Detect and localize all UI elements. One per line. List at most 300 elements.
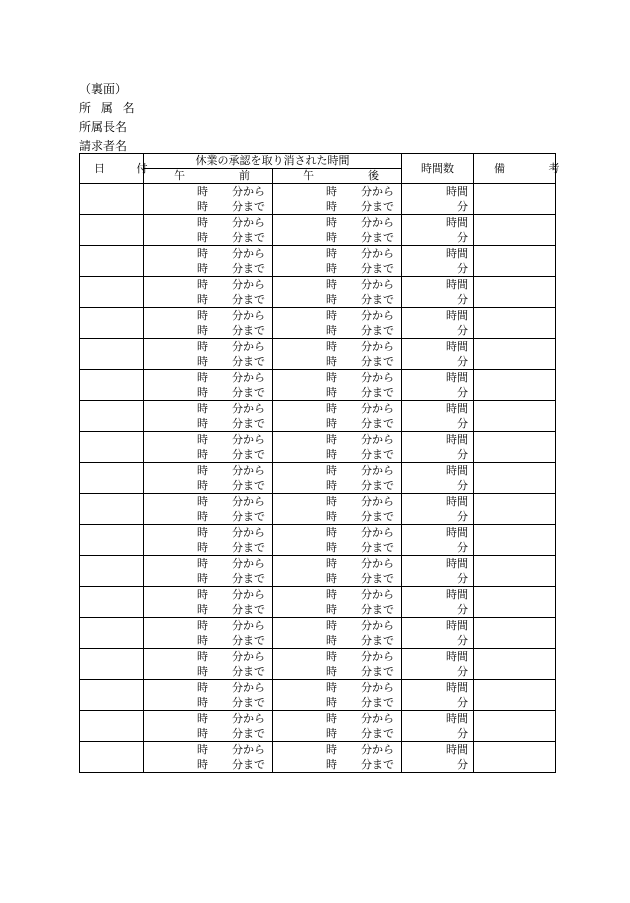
minutes-unit-label: 分	[457, 479, 468, 492]
date-cell[interactable]	[80, 711, 144, 742]
am-time-cell[interactable]	[144, 556, 273, 587]
hour-label: 時	[197, 309, 208, 322]
hour-label: 時	[197, 278, 208, 291]
hour-label: 時	[197, 650, 208, 663]
hour-label: 時	[326, 712, 337, 725]
department-chief-label: 所属長名	[79, 120, 128, 134]
from-label: 分から	[232, 557, 265, 570]
hour-label: 時	[197, 433, 208, 446]
hour-label: 時	[197, 293, 208, 306]
from-label: 分から	[361, 247, 394, 260]
notes-cell[interactable]	[474, 463, 556, 494]
minutes-unit-label: 分	[457, 231, 468, 244]
notes-cell[interactable]	[474, 556, 556, 587]
until-label: 分まで	[361, 634, 394, 647]
until-label: 分まで	[361, 386, 394, 399]
table-row	[80, 649, 556, 680]
hour-label: 時	[326, 386, 337, 399]
hour-label: 時	[326, 324, 337, 337]
from-label: 分から	[232, 650, 265, 663]
hour-label: 時	[197, 588, 208, 601]
pm-time-cell[interactable]	[273, 711, 402, 742]
from-label: 分から	[232, 340, 265, 353]
hour-label: 時	[326, 417, 337, 430]
hour-label: 時	[326, 262, 337, 275]
hour-label: 時	[197, 758, 208, 771]
until-label: 分まで	[361, 355, 394, 368]
until-label: 分まで	[361, 448, 394, 461]
am-time-cell[interactable]	[144, 525, 273, 556]
date-cell[interactable]	[80, 308, 144, 339]
hour-label: 時	[326, 526, 337, 539]
hours-unit-label: 時間	[446, 526, 468, 539]
pm-time-cell[interactable]	[273, 308, 402, 339]
am-time-cell[interactable]	[144, 680, 273, 711]
am-time-cell[interactable]	[144, 184, 273, 215]
until-label: 分まで	[232, 231, 265, 244]
hour-label: 時	[197, 324, 208, 337]
hour-label: 時	[197, 340, 208, 353]
am-time-cell[interactable]	[144, 215, 273, 246]
am-time-cell[interactable]	[144, 618, 273, 649]
until-label: 分まで	[232, 665, 265, 678]
hour-label: 時	[197, 634, 208, 647]
from-label: 分から	[232, 278, 265, 291]
from-label: 分から	[232, 185, 265, 198]
am-time-cell[interactable]	[144, 649, 273, 680]
date-cell[interactable]	[80, 184, 144, 215]
date-cell[interactable]	[80, 556, 144, 587]
until-label: 分まで	[361, 479, 394, 492]
hour-label: 時	[197, 510, 208, 523]
until-label: 分まで	[361, 603, 394, 616]
hour-label: 時	[326, 541, 337, 554]
hours-cell[interactable]	[402, 184, 474, 215]
from-label: 分から	[232, 526, 265, 539]
date-cell[interactable]	[80, 432, 144, 463]
from-label: 分から	[361, 309, 394, 322]
hours-cell[interactable]	[402, 525, 474, 556]
hours-cell[interactable]	[402, 494, 474, 525]
am-time-cell[interactable]	[144, 370, 273, 401]
date-cell[interactable]	[80, 277, 144, 308]
from-label: 分から	[361, 557, 394, 570]
until-label: 分まで	[361, 417, 394, 430]
hour-label: 時	[326, 758, 337, 771]
pm-time-cell[interactable]	[273, 246, 402, 277]
department-label: 所 属 名	[79, 101, 138, 115]
from-label: 分から	[361, 216, 394, 229]
pm-time-cell[interactable]	[273, 494, 402, 525]
hours-cell[interactable]	[402, 587, 474, 618]
am-time-cell[interactable]	[144, 587, 273, 618]
minutes-unit-label: 分	[457, 324, 468, 337]
hours-unit-label: 時間	[446, 216, 468, 229]
from-label: 分から	[361, 495, 394, 508]
hours-cell[interactable]	[402, 246, 474, 277]
hour-label: 時	[326, 200, 337, 213]
until-label: 分まで	[232, 541, 265, 554]
hours-unit-label: 時間	[446, 402, 468, 415]
until-label: 分まで	[232, 293, 265, 306]
hour-label: 時	[326, 696, 337, 709]
hours-cell[interactable]	[402, 401, 474, 432]
hour-label: 時	[197, 417, 208, 430]
hours-unit-label: 時間	[446, 278, 468, 291]
notes-cell[interactable]	[474, 432, 556, 463]
from-label: 分から	[361, 371, 394, 384]
hour-label: 時	[326, 727, 337, 740]
hours-cell[interactable]	[402, 463, 474, 494]
notes-cell[interactable]	[474, 308, 556, 339]
hours-cell[interactable]	[402, 215, 474, 246]
hour-label: 時	[197, 619, 208, 632]
date-cell[interactable]	[80, 680, 144, 711]
hour-label: 時	[197, 696, 208, 709]
hour-label: 時	[197, 262, 208, 275]
hour-label: 時	[326, 231, 337, 244]
minutes-unit-label: 分	[457, 293, 468, 306]
hour-label: 時	[326, 743, 337, 756]
hours-unit-label: 時間	[446, 650, 468, 663]
hours-cell[interactable]	[402, 339, 474, 370]
pm-time-cell[interactable]	[273, 215, 402, 246]
hours-unit-label: 時間	[446, 247, 468, 260]
table-row	[80, 370, 556, 401]
hours-cell[interactable]	[402, 680, 474, 711]
until-label: 分まで	[361, 293, 394, 306]
hour-label: 時	[326, 603, 337, 616]
notes-cell[interactable]	[474, 184, 556, 215]
until-label: 分まで	[232, 262, 265, 275]
from-label: 分から	[361, 619, 394, 632]
from-label: 分から	[361, 278, 394, 291]
date-cell[interactable]	[80, 525, 144, 556]
hours-unit-label: 時間	[446, 371, 468, 384]
hour-label: 時	[326, 464, 337, 477]
table-row	[80, 494, 556, 525]
until-label: 分まで	[361, 262, 394, 275]
table-row	[80, 432, 556, 463]
until-label: 分まで	[232, 386, 265, 399]
hour-label: 時	[326, 247, 337, 260]
until-label: 分まで	[361, 572, 394, 585]
column-header-notes: 備 考	[474, 154, 556, 184]
until-label: 分まで	[232, 727, 265, 740]
am-time-cell[interactable]	[144, 308, 273, 339]
from-label: 分から	[361, 433, 394, 446]
hours-unit-label: 時間	[446, 619, 468, 632]
am-time-cell[interactable]	[144, 246, 273, 277]
table-row	[80, 680, 556, 711]
from-label: 分から	[361, 650, 394, 663]
until-label: 分まで	[232, 200, 265, 213]
hour-label: 時	[197, 572, 208, 585]
hours-cell[interactable]	[402, 711, 474, 742]
notes-cell[interactable]	[474, 587, 556, 618]
notes-cell[interactable]	[474, 277, 556, 308]
hour-label: 時	[326, 402, 337, 415]
minutes-unit-label: 分	[457, 665, 468, 678]
hour-label: 時	[197, 355, 208, 368]
table-row	[80, 556, 556, 587]
table-row	[80, 711, 556, 742]
date-cell[interactable]	[80, 215, 144, 246]
hour-label: 時	[326, 572, 337, 585]
hour-label: 時	[197, 495, 208, 508]
hour-label: 時	[326, 355, 337, 368]
pm-time-cell[interactable]	[273, 525, 402, 556]
pm-time-cell[interactable]	[273, 463, 402, 494]
hours-unit-label: 時間	[446, 464, 468, 477]
minutes-unit-label: 分	[457, 262, 468, 275]
am-time-cell[interactable]	[144, 277, 273, 308]
pm-time-cell[interactable]	[273, 339, 402, 370]
hours-unit-label: 時間	[446, 743, 468, 756]
hour-label: 時	[197, 402, 208, 415]
pm-time-cell[interactable]	[273, 401, 402, 432]
date-cell[interactable]	[80, 587, 144, 618]
minutes-unit-label: 分	[457, 510, 468, 523]
notes-cell[interactable]	[474, 215, 556, 246]
table-row	[80, 339, 556, 370]
until-label: 分まで	[232, 448, 265, 461]
from-label: 分から	[232, 464, 265, 477]
hours-unit-label: 時間	[446, 681, 468, 694]
hours-unit-label: 時間	[446, 309, 468, 322]
hours-cell[interactable]	[402, 432, 474, 463]
table-row	[80, 587, 556, 618]
hour-label: 時	[326, 495, 337, 508]
hours-unit-label: 時間	[446, 712, 468, 725]
until-label: 分まで	[361, 727, 394, 740]
pm-time-cell[interactable]	[273, 618, 402, 649]
hours-unit-label: 時間	[446, 185, 468, 198]
from-label: 分から	[361, 588, 394, 601]
from-label: 分から	[361, 712, 394, 725]
hour-label: 時	[197, 448, 208, 461]
date-cell[interactable]	[80, 339, 144, 370]
notes-cell[interactable]	[474, 401, 556, 432]
table-row	[80, 246, 556, 277]
hour-label: 時	[326, 588, 337, 601]
until-label: 分まで	[361, 758, 394, 771]
hour-label: 時	[326, 371, 337, 384]
hour-label: 時	[326, 619, 337, 632]
hour-label: 時	[326, 293, 337, 306]
until-label: 分まで	[361, 324, 394, 337]
hour-label: 時	[197, 464, 208, 477]
pm-time-cell[interactable]	[273, 649, 402, 680]
pm-time-cell[interactable]	[273, 184, 402, 215]
notes-cell[interactable]	[474, 494, 556, 525]
am-time-cell[interactable]	[144, 401, 273, 432]
from-label: 分から	[232, 743, 265, 756]
from-label: 分から	[232, 433, 265, 446]
column-header-date: 日 付	[80, 154, 144, 184]
hour-label: 時	[326, 278, 337, 291]
pm-time-cell[interactable]	[273, 432, 402, 463]
date-cell[interactable]	[80, 494, 144, 525]
hours-unit-label: 時間	[446, 495, 468, 508]
minutes-unit-label: 分	[457, 200, 468, 213]
notes-cell[interactable]	[474, 742, 556, 773]
table-row	[80, 184, 556, 215]
hour-label: 時	[326, 448, 337, 461]
am-time-cell[interactable]	[144, 711, 273, 742]
table-row	[80, 215, 556, 246]
until-label: 分まで	[232, 603, 265, 616]
am-time-cell[interactable]	[144, 494, 273, 525]
date-cell[interactable]	[80, 401, 144, 432]
hour-label: 時	[197, 479, 208, 492]
notes-cell[interactable]	[474, 711, 556, 742]
until-label: 分まで	[232, 634, 265, 647]
from-label: 分から	[232, 247, 265, 260]
table-row	[80, 401, 556, 432]
table-row	[80, 525, 556, 556]
from-label: 分から	[232, 216, 265, 229]
hour-label: 時	[197, 743, 208, 756]
table-row	[80, 277, 556, 308]
from-label: 分から	[361, 185, 394, 198]
table-row	[80, 463, 556, 494]
until-label: 分まで	[361, 231, 394, 244]
column-header-am: 午 前	[144, 169, 273, 184]
notes-cell[interactable]	[474, 370, 556, 401]
date-cell[interactable]	[80, 246, 144, 277]
notes-cell[interactable]	[474, 680, 556, 711]
hour-label: 時	[197, 557, 208, 570]
table-row	[80, 742, 556, 773]
until-label: 分まで	[232, 696, 265, 709]
hour-label: 時	[326, 510, 337, 523]
page-side-label: （裏面）	[79, 82, 128, 96]
hours-cell[interactable]	[402, 618, 474, 649]
hours-cell[interactable]	[402, 370, 474, 401]
hours-cell[interactable]	[402, 742, 474, 773]
hour-label: 時	[326, 650, 337, 663]
notes-cell[interactable]	[474, 649, 556, 680]
column-header-cancelled-time: 休業の承認を取り消された時間	[144, 154, 402, 169]
am-time-cell[interactable]	[144, 463, 273, 494]
from-label: 分から	[232, 712, 265, 725]
hour-label: 時	[197, 526, 208, 539]
hour-label: 時	[197, 386, 208, 399]
until-label: 分まで	[232, 758, 265, 771]
until-label: 分まで	[232, 355, 265, 368]
hour-label: 時	[326, 557, 337, 570]
notes-cell[interactable]	[474, 339, 556, 370]
hour-label: 時	[197, 200, 208, 213]
minutes-unit-label: 分	[457, 386, 468, 399]
from-label: 分から	[361, 464, 394, 477]
hour-label: 時	[197, 603, 208, 616]
hour-label: 時	[197, 681, 208, 694]
hour-label: 時	[326, 309, 337, 322]
am-time-cell[interactable]	[144, 339, 273, 370]
from-label: 分から	[232, 588, 265, 601]
hour-label: 時	[197, 216, 208, 229]
pm-time-cell[interactable]	[273, 587, 402, 618]
hours-unit-label: 時間	[446, 588, 468, 601]
hour-label: 時	[197, 247, 208, 260]
hours-cell[interactable]	[402, 308, 474, 339]
hour-label: 時	[197, 712, 208, 725]
from-label: 分から	[232, 495, 265, 508]
from-label: 分から	[232, 309, 265, 322]
hours-unit-label: 時間	[446, 557, 468, 570]
am-time-cell[interactable]	[144, 742, 273, 773]
pm-time-cell[interactable]	[273, 556, 402, 587]
hour-label: 時	[326, 433, 337, 446]
until-label: 分まで	[232, 572, 265, 585]
until-label: 分まで	[232, 510, 265, 523]
column-header-hours: 時間数	[402, 154, 474, 184]
notes-cell[interactable]	[474, 525, 556, 556]
from-label: 分から	[361, 743, 394, 756]
hours-cell[interactable]	[402, 649, 474, 680]
am-time-cell[interactable]	[144, 432, 273, 463]
pm-time-cell[interactable]	[273, 370, 402, 401]
date-cell[interactable]	[80, 618, 144, 649]
date-cell[interactable]	[80, 742, 144, 773]
hour-label: 時	[326, 681, 337, 694]
hours-cell[interactable]	[402, 556, 474, 587]
hours-unit-label: 時間	[446, 340, 468, 353]
until-label: 分まで	[361, 665, 394, 678]
hour-label: 時	[197, 231, 208, 244]
pm-time-cell[interactable]	[273, 277, 402, 308]
leave-cancellation-table	[79, 153, 580, 773]
minutes-unit-label: 分	[457, 758, 468, 771]
hour-label: 時	[326, 185, 337, 198]
notes-cell[interactable]	[474, 246, 556, 277]
notes-cell[interactable]	[474, 618, 556, 649]
hour-label: 時	[197, 185, 208, 198]
from-label: 分から	[232, 371, 265, 384]
date-cell[interactable]	[80, 649, 144, 680]
pm-time-cell[interactable]	[273, 742, 402, 773]
hour-label: 時	[197, 727, 208, 740]
hours-unit-label: 時間	[446, 433, 468, 446]
pm-time-cell[interactable]	[273, 680, 402, 711]
until-label: 分まで	[232, 324, 265, 337]
from-label: 分から	[232, 402, 265, 415]
until-label: 分まで	[361, 541, 394, 554]
minutes-unit-label: 分	[457, 603, 468, 616]
date-cell[interactable]	[80, 370, 144, 401]
minutes-unit-label: 分	[457, 417, 468, 430]
requester-label: 請求者名	[79, 139, 128, 153]
hours-cell[interactable]	[402, 277, 474, 308]
column-header-pm: 午 後	[273, 169, 402, 184]
from-label: 分から	[361, 402, 394, 415]
until-label: 分まで	[361, 510, 394, 523]
from-label: 分から	[232, 619, 265, 632]
minutes-unit-label: 分	[457, 541, 468, 554]
table-row	[80, 618, 556, 649]
until-label: 分まで	[361, 200, 394, 213]
until-label: 分まで	[361, 696, 394, 709]
hour-label: 時	[197, 541, 208, 554]
minutes-unit-label: 分	[457, 634, 468, 647]
from-label: 分から	[361, 681, 394, 694]
date-cell[interactable]	[80, 463, 144, 494]
hour-label: 時	[326, 340, 337, 353]
hour-label: 時	[326, 479, 337, 492]
until-label: 分まで	[232, 417, 265, 430]
